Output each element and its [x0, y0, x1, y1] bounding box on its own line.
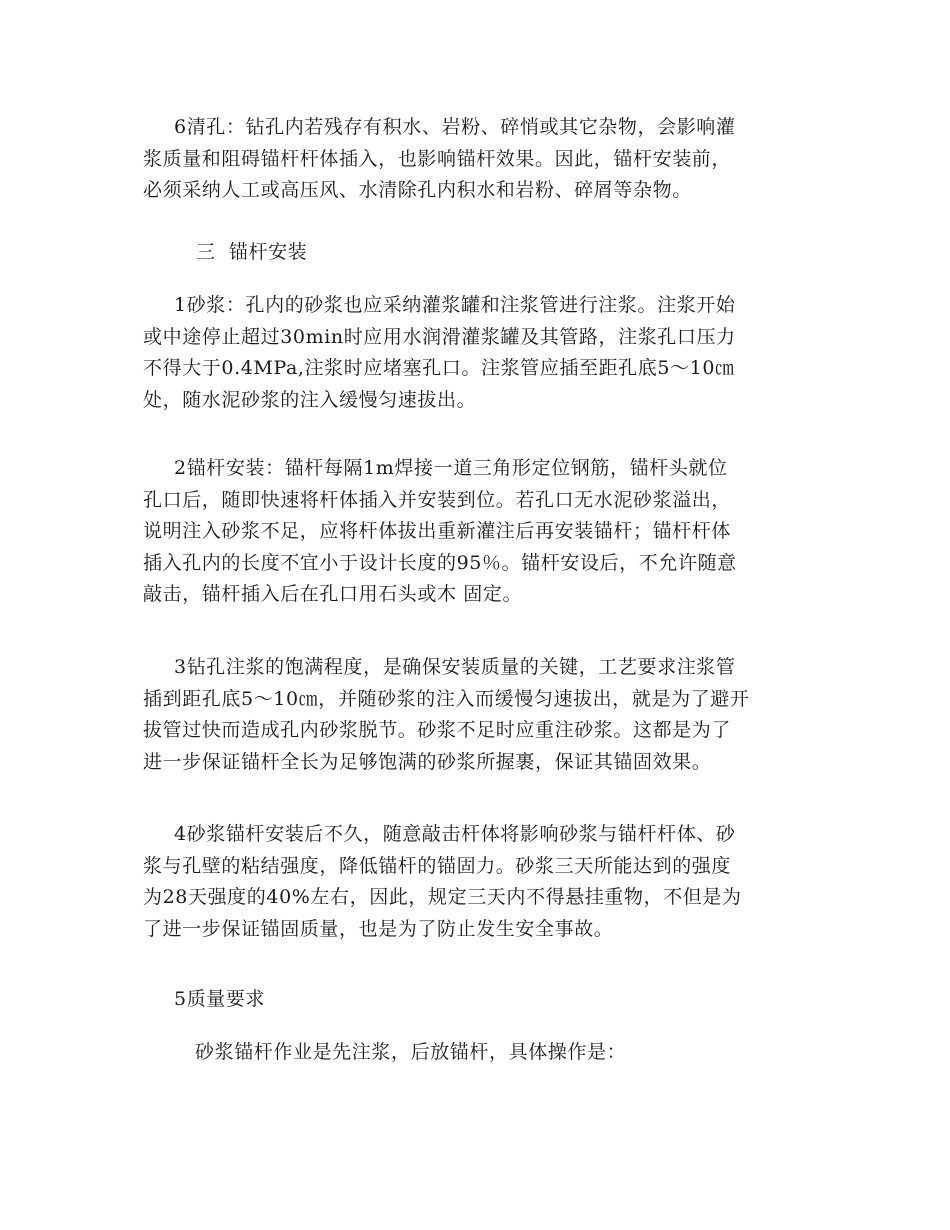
- paragraph-line: 敲击，锚杆插入后在孔口用石头或木 固定。: [143, 583, 523, 605]
- paragraph-line: 说明注入砂浆不足，应将杆体拔出重新灌注后再安装锚杆；锚杆杆体: [143, 520, 732, 542]
- paragraph-line: 1砂浆：孔内的砂浆也应采纳灌浆罐和注浆管进行注浆。注浆开始: [174, 294, 736, 316]
- paragraph-line: 不得大于0.4MPa,注浆时应堵塞孔口。注浆管应插至距孔底5～10㎝: [143, 357, 735, 379]
- section-heading-anchor-installation: 三 锚杆安装: [196, 241, 308, 263]
- paragraph-line: 为28天强度的40%左右，因此，规定三天内不得悬挂重物，不但是为: [143, 886, 742, 908]
- paragraph-line: 4砂浆锚杆安装后不久，随意敲击杆体将影响砂浆与锚杆杆体、砂: [174, 823, 736, 845]
- paragraph-mortar: [143, 290, 823, 416]
- paragraph-post-install: [143, 819, 823, 945]
- paragraph-line: 2锚杆安装：锚杆每隔1m焊接一道三角形定位钢筋，锚杆头就位: [174, 457, 728, 479]
- paragraph-grouting-fullness: [143, 652, 823, 778]
- paragraph-line: 3钻孔注浆的饱满程度，是确保安装质量的关键，工艺要求注浆管: [174, 656, 736, 678]
- paragraph-clean-hole: [143, 112, 823, 207]
- paragraph-line: 插到距孔底5～10㎝，并随砂浆的注入而缓慢匀速拔出，就是为了避开: [143, 687, 750, 710]
- paragraph-line: 进一步保证锚杆全长为足够饱满的砂浆所握裹，保证其锚固效果。: [143, 750, 712, 773]
- paragraph-anchor-install: [143, 453, 823, 611]
- paragraph-line: 孔口后，随即快速将杆体插入并安装到位。若孔口无水泥砂浆溢出，: [143, 488, 732, 511]
- paragraph-line: 了进一步保证锚固质量，也是为了防止发生安全事故。: [143, 917, 614, 940]
- paragraph-line: 处，随水泥砂浆的注入缓慢匀速拔出。: [143, 388, 477, 411]
- section-heading-quality-requirements: 5质量要求: [174, 988, 266, 1010]
- paragraph-mortar-anchor-operation: 砂浆锚杆作业是先注浆，后放锚杆，具体操作是：: [195, 1041, 627, 1063]
- paragraph-line: 6清孔：钻孔内若残存有积水、岩粉、碎悄或其它杂物，会影响灌: [174, 116, 736, 138]
- paragraph-line: 插入孔内的长度不宜小于设计长度的95％。锚杆安设后，不允许随意: [143, 551, 737, 574]
- paragraph-line: 必须采纳人工或高压风、水清除孔内积水和岩粉、碎屑等杂物。: [143, 179, 692, 201]
- paragraph-line: 浆质量和阻碍锚杆杆体插入，也影响锚杆效果。因此，锚杆安装前，: [143, 147, 732, 170]
- paragraph-line: 或中途停止超过30min时应用水润滑灌浆罐及其管路，注浆孔口压力: [143, 325, 736, 348]
- paragraph-line: 浆与孔壁的粘结强度，降低锚杆的锚固力。砂浆三天所能达到的强度: [143, 854, 732, 877]
- paragraph-line: 拔管过快而造成孔内砂浆脱节。砂浆不足时应重注砂浆。这都是为了: [143, 719, 732, 741]
